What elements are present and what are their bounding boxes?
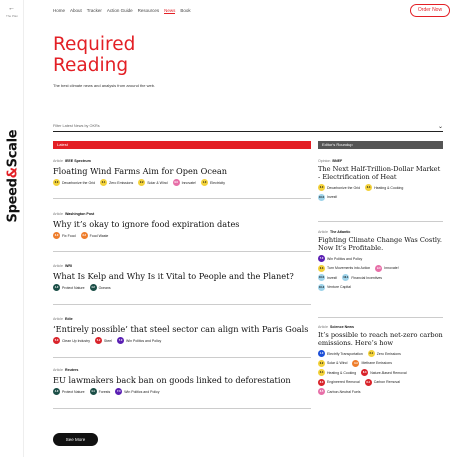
okr-tag[interactable]: 7.0 Win Politics and Policy (116, 389, 160, 394)
article-headline[interactable]: What Is Kelp and Why Is it Vital to People and the Planet? (53, 271, 294, 281)
brand-logo[interactable]: Speed&Scale (5, 129, 21, 223)
okr-tag[interactable]: 2.3 Turn Movements into Action (319, 266, 371, 271)
okr-tag[interactable]: 10.0 Invest! (318, 275, 338, 280)
article-meta: Article Science News (318, 325, 354, 329)
nav-home[interactable]: Home (53, 8, 66, 13)
okr-tag[interactable]: 4.0 Protect Nature (54, 389, 85, 394)
okr-tag[interactable]: 10.3 Venture Capital (318, 285, 351, 290)
article-headline[interactable]: Why it’s okay to ignore food expiration dates (53, 219, 240, 229)
okr-tag[interactable]: 1.0 Electrify Transportation (319, 351, 363, 356)
okr-tags (53, 284, 311, 295)
left-rail (0, 0, 24, 457)
article-card[interactable] (53, 368, 311, 409)
okr-tag[interactable]: 2.1 Zero Emissions (101, 180, 134, 185)
chevron-down-icon[interactable]: ⌄ (437, 124, 443, 130)
okr-tag[interactable]: 2.0 Decarbonize the Grid (319, 185, 361, 190)
okr-filter-dropdown[interactable] (53, 124, 443, 132)
editor-roundup-header: Editor's Roundup (318, 141, 443, 149)
article-card[interactable] (53, 317, 311, 358)
article-meta: Article Washington Post (53, 212, 95, 216)
okr-tag[interactable]: 3.0 Fix Food (54, 233, 76, 238)
okr-tags (318, 350, 443, 399)
okr-tag[interactable]: 8.5 Carbon-Neutral Fuels (319, 389, 361, 394)
article-headline[interactable]: ‘Entirely possible’ that steel sector can align with Paris Goals (53, 324, 309, 334)
okr-tags (53, 388, 311, 399)
page-title: Required Reading (53, 34, 136, 76)
okr-tag[interactable]: 3.3 Food Waste (82, 233, 109, 238)
article-headline[interactable]: It’s possible to reach net-zero carbon emissions. Here’s how (318, 331, 443, 347)
article-meta: Article Reuters (53, 368, 79, 372)
okr-tag[interactable]: 2.4 Heating & Cooking (319, 370, 357, 375)
editor-article-card[interactable] (318, 325, 443, 425)
okr-tag[interactable]: 2.0 Decarbonize the Grid (54, 180, 96, 185)
article-meta: Article Edie (53, 317, 73, 321)
page-subtitle: The best climate news and analysis from around the web. (53, 83, 156, 88)
okr-tag[interactable]: 7.0 Win Politics and Policy (319, 256, 363, 261)
okr-tag[interactable]: 10.1 Financial Incentives (343, 275, 383, 280)
editor-article-card[interactable] (318, 230, 443, 318)
okr-tag[interactable]: 4.2 Oceans (91, 285, 111, 290)
okr-tag[interactable]: 5.2 Steel (96, 338, 112, 343)
article-meta: Article IEEE Spectrum (53, 159, 91, 163)
okr-tag[interactable]: 10.0 Invest! (318, 195, 338, 200)
article-headline[interactable]: EU lawmakers back ban on goods linked to deforestation (53, 375, 291, 385)
okr-tags (318, 184, 443, 205)
article-meta: Opinion BNEF (318, 159, 343, 163)
okr-tag[interactable]: 3.3 Methane Emissions (354, 361, 392, 366)
okr-tag[interactable]: 9.0 Innovate! (174, 180, 197, 185)
okr-tag[interactable]: 1.0 Electricity (202, 180, 226, 185)
okr-tag[interactable]: 2.2 Solar & Wind (319, 361, 348, 366)
nav-action-guide[interactable]: Action Guide (106, 8, 133, 13)
okr-tag[interactable]: 4.1 Forests (91, 389, 111, 394)
back-label[interactable]: The Plan (5, 14, 18, 18)
article-meta: Article The Atlantic (318, 230, 351, 234)
order-now-button[interactable]: Order Now (410, 4, 450, 17)
top-nav (53, 8, 191, 14)
see-more-button[interactable]: See More (53, 433, 98, 446)
back-arrow-icon[interactable]: ← (8, 5, 15, 12)
okr-tag[interactable]: 2.1 Zero Emissions (369, 351, 401, 356)
okr-tags (53, 179, 311, 190)
article-card[interactable] (53, 212, 311, 252)
article-card[interactable] (53, 159, 311, 199)
nav-about[interactable]: About (70, 8, 82, 13)
okr-tag[interactable]: 9.0 Innovate! (376, 266, 399, 271)
article-headline[interactable]: The Next Half-Trillion-Dollar Market - Electrification of Heat (318, 165, 441, 181)
article-headline[interactable]: Fighting Climate Change Was Costly. Now It’s Profitable. (318, 236, 442, 252)
nav-news[interactable]: News (164, 8, 176, 13)
okr-tag[interactable]: 2.2 Solar & Wind (139, 180, 168, 185)
okr-tags (53, 337, 311, 348)
nav-resources[interactable]: Resources (137, 8, 160, 13)
okr-tag[interactable]: 8.4 Carbon Removal (366, 380, 400, 385)
article-meta: Article WRI (53, 264, 72, 268)
okr-tag[interactable]: 8.3 Nature-Based Removal (362, 370, 407, 375)
latest-column-header: Latest (53, 141, 311, 149)
okr-tag[interactable]: 8.0 Engineered Removal (319, 380, 360, 385)
editor-article-card[interactable] (318, 159, 443, 222)
article-headline[interactable]: Floating Wind Farms Aim for Open Ocean (53, 166, 227, 176)
okr-tag[interactable]: 2.4 Heating & Cooking (366, 185, 404, 190)
article-card[interactable] (53, 264, 311, 305)
okr-tag[interactable]: 5.0 Clean Up Industry (54, 338, 91, 343)
nav-book[interactable]: Book (180, 8, 191, 13)
okr-tags (318, 255, 443, 295)
nav-tracker[interactable]: Tracker (86, 8, 102, 13)
filter-label: Filter Latest News by OKRs (53, 124, 100, 128)
okr-tag[interactable]: 4.0 Protect Nature (54, 285, 85, 290)
okr-tag[interactable]: 7.0 Win Politics and Policy (118, 338, 162, 343)
okr-tags (53, 232, 311, 243)
